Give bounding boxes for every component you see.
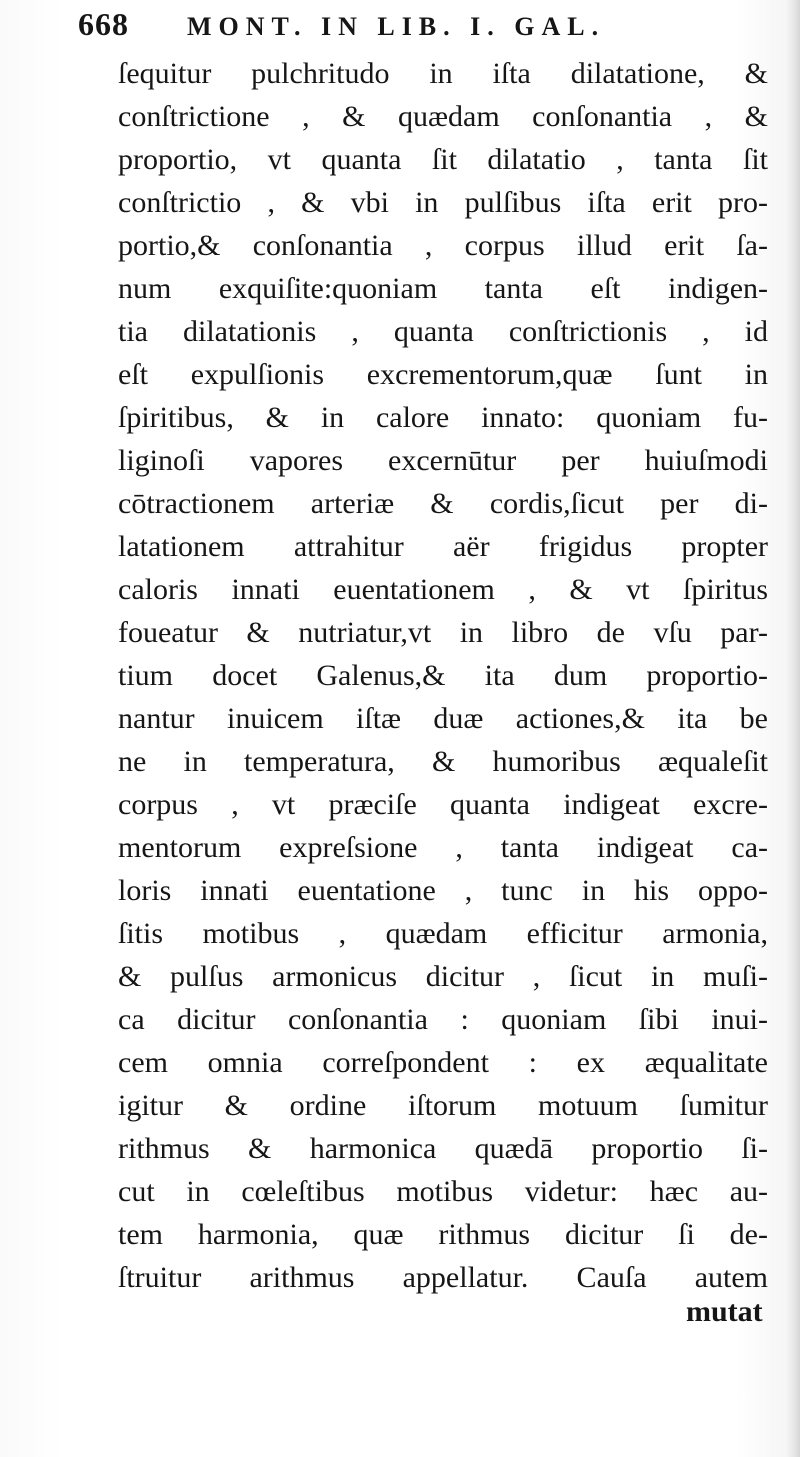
text-line: eſt expulſionis excrementorum,quæ ſunt in xyxy=(118,358,768,391)
text-line: ſitis motibus , quædam efficitur armonia, xyxy=(118,917,768,950)
text-line: ſpiritibus, & in calore innato: quoniam fu- xyxy=(118,401,768,434)
text-line: num exquiſite:quoniam tanta eſt indigen- xyxy=(118,272,768,305)
text-line: igitur & ordine iſtorum motuum ſumitur xyxy=(118,1089,768,1122)
text-line: cōtractionem arteriæ & cordis,ſicut per di- xyxy=(118,487,768,520)
text-line: caloris innati euentationem , & vt ſpiritus xyxy=(118,573,768,606)
text-line: latationem attrahitur aër frigidus propter xyxy=(118,530,768,563)
text-line: mentorum expreſsione , tanta indigeat ca- xyxy=(118,831,768,864)
text-line: ſtruitur arithmus appellatur. Cauſa autem xyxy=(118,1261,768,1294)
text-line: tium docet Galenus,& ita dum proportio- xyxy=(118,659,768,692)
text-line: portio,& conſonantia , corpus illud erit ſa- xyxy=(118,229,768,262)
text-line: loris innati euentatione , tunc in his oppo- xyxy=(118,874,768,907)
text-line: ſequitur pulchritudo in iſta dilatatione, & xyxy=(118,57,768,90)
text-line: & pulſus armonicus dicitur , ſicut in muſi- xyxy=(118,960,768,993)
text-line: tem harmonia, quæ rithmus dicitur ſi de- xyxy=(118,1218,768,1251)
text-line: ca dicitur conſonantia : quoniam ſibi inui- xyxy=(118,1003,768,1036)
text-line: conſtrictio , & vbi in pulſibus iſta erit pro- xyxy=(118,186,768,219)
page-number: 668 xyxy=(78,6,129,42)
text-line: cem omnia correſpondent : ex æqualitate xyxy=(118,1046,768,1079)
text-line: tia dilatationis , quanta conſtrictionis , id xyxy=(118,315,768,348)
body-text xyxy=(118,52,768,1299)
text-line: conſtrictione , & quædam conſonantia , & xyxy=(118,100,768,133)
page-edge-shadow xyxy=(786,0,800,1457)
text-line: cut in cœleſtibus motibus videtur: hæc au- xyxy=(118,1175,768,1208)
text-line: proportio, vt quanta ſit dilatatio , tanta ſit xyxy=(118,143,768,176)
text-line: foueatur & nutriatur,vt in libro de vſu par- xyxy=(118,616,768,649)
text-line: rithmus & harmonica quædā proportio ſi- xyxy=(118,1132,768,1165)
text-line: nantur inuicem iſtæ duæ actiones,& ita be xyxy=(118,702,768,735)
catchword: mutat xyxy=(686,1295,763,1328)
page-header xyxy=(78,6,678,46)
text-line: liginoſi vapores excernūtur per huiuſmodi xyxy=(118,444,768,477)
text-line: ne in temperatura, & humoribus æqualeſit xyxy=(118,745,768,778)
running-head: MONT. IN LIB. I. GAL. xyxy=(187,12,606,41)
text-line: corpus , vt præciſe quanta indigeat excre- xyxy=(118,788,768,821)
